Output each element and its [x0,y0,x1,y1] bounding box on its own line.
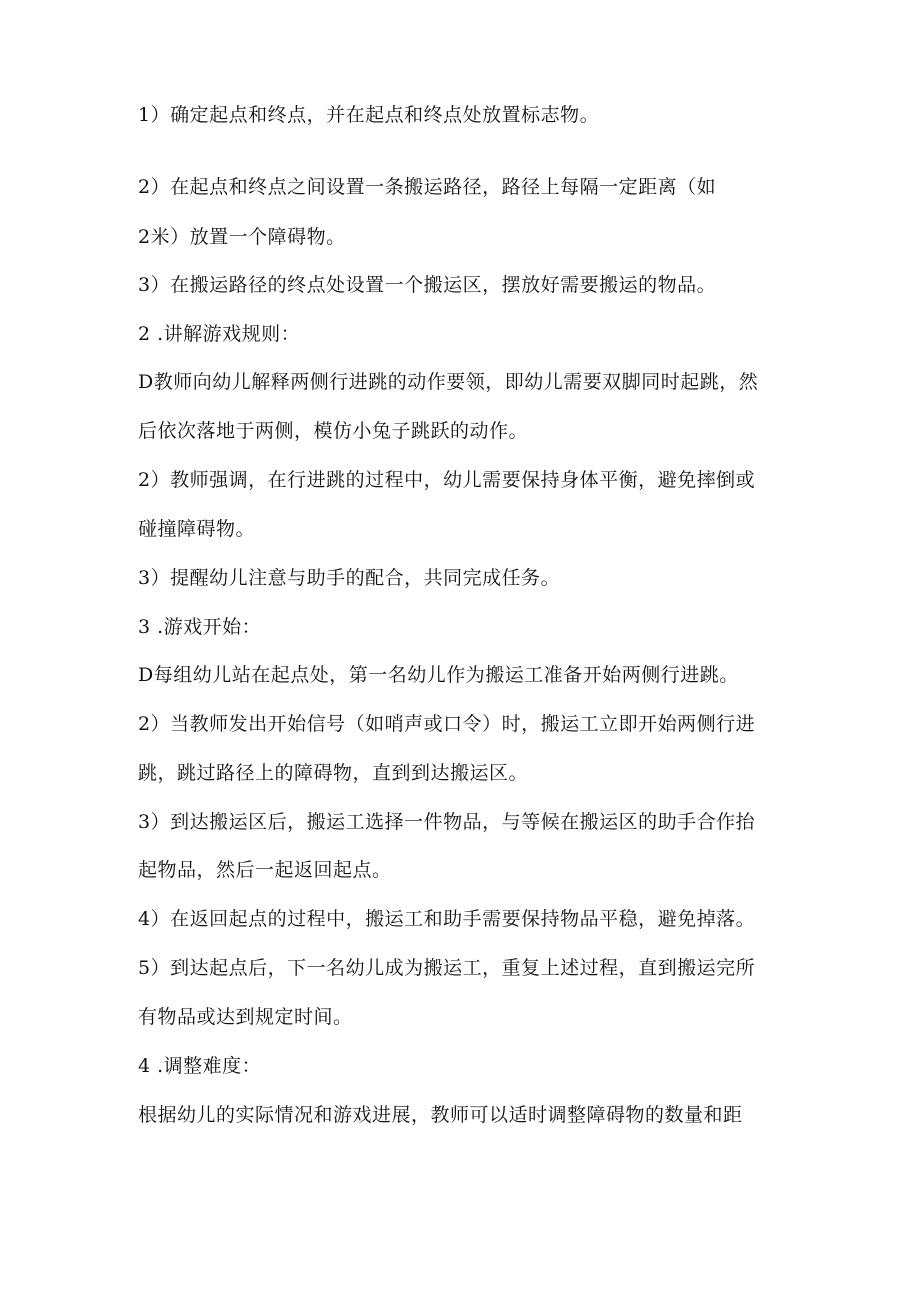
text-line: 3）在搬运路径的终点处设置一个搬运区，摆放好需要搬运的物品。 [138,274,717,296]
text-line: 5）到达起点后，下一名幼儿成为搬运工，重复上述过程，直到搬运完所 [138,957,756,979]
text-line: 2）在起点和终点之间设置一条搬运路径，路径上每隔一定距离（如 [138,176,717,198]
text-line: 起物品，然后一起返回起点。 [138,859,392,881]
text-line: 1）确定起点和终点，并在起点和终点处放置标志物。 [138,104,600,126]
text-line: 碰撞障碍物。 [138,518,256,540]
text-line: D教师向幼儿解释两侧行进跳的动作要领，即幼儿需要双脚同时起跳，然 [138,371,759,393]
text-line: 后依次落地于两侧，模仿小兔子跳跃的动作。 [138,420,529,442]
text-line: D每组幼儿站在起点处，第一名幼儿作为搬运工准备开始两侧行进跳。 [138,664,739,686]
text-line: 2米）放置一个障碍物。 [138,226,346,248]
text-line: 4）在返回起点的过程中，搬运工和助手需要保持物品平稳，避免掉落。 [138,908,756,930]
text-line: 2）当教师发出开始信号（如哨声或口令）时，搬运工立即开始两侧行进 [138,713,756,735]
section-heading: 3 .游戏开始： [138,616,262,638]
text-line: 跳，跳过路径上的障碍物，直到到达搬运区。 [138,762,529,784]
text-line: 有物品或达到规定时间。 [138,1006,353,1028]
text-line: 根据幼儿的实际情况和游戏进展，教师可以适时调整障碍物的数量和距 [138,1104,743,1126]
text-line: 3）到达搬运区后，搬运工选择一件物品，与等候在搬运区的助手合作抬 [138,811,756,833]
text-line: 3）提醒幼儿注意与助手的配合，共同完成任务。 [138,567,561,589]
section-heading: 2 .讲解游戏规则： [138,323,301,345]
text-line: 2）教师强调，在行进跳的过程中，幼儿需要保持身体平衡，避免摔倒或 [138,469,756,491]
section-heading: 4 .调整难度： [138,1055,262,1077]
